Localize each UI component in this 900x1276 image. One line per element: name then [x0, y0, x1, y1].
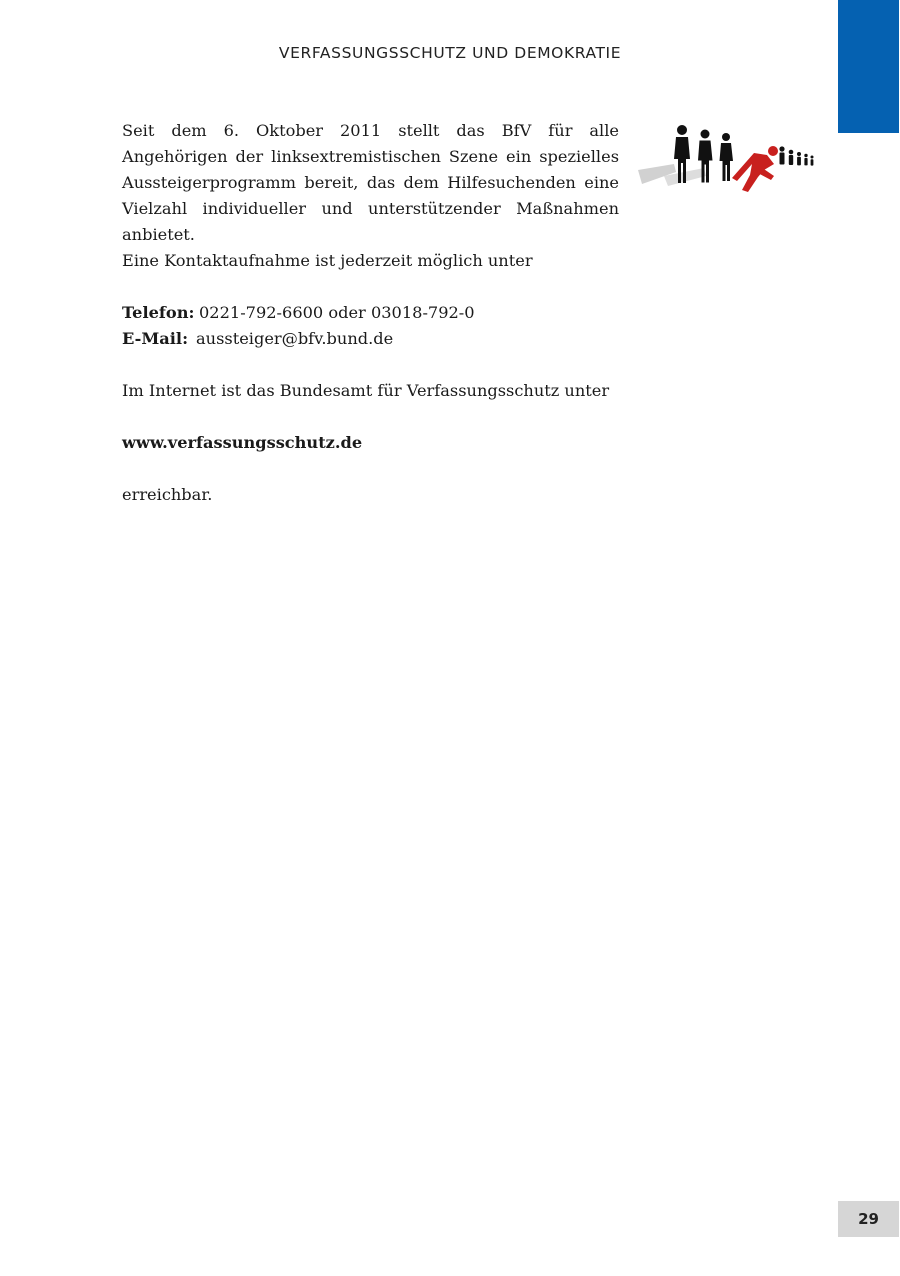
exit-program-figures-illustration — [634, 120, 818, 196]
phone-row — [122, 300, 475, 326]
intro-paragraph: Seit dem 6. Oktober 2011 stellt das BfV für alle Angehörigen der linksextremistischen Szene ein spezielles Aussteigerprogramm bereit, das dem Hilfesuchenden eine Vielzahl individueller und unterstützender Maßnahmen anbietet. — [122, 121, 619, 244]
phone-number: 0221-792-6600 oder 03018-792-0 — [199, 303, 475, 322]
contact-intro-text: Eine Kontaktaufnahme ist jederzeit möglich unter — [122, 251, 533, 270]
website-link[interactable]: www.verfassungsschutz.de — [122, 433, 363, 452]
chapter-color-tab — [838, 0, 899, 133]
page-number: 29 — [838, 1201, 899, 1237]
email-row — [122, 326, 475, 352]
phone-label: Telefon: — [122, 303, 195, 322]
email-address[interactable]: aussteiger@bfv.bund.de — [196, 329, 394, 348]
contact-block — [122, 300, 475, 352]
internet-intro-text: Im Internet ist das Bundesamt für Verfassungsschutz unter — [122, 381, 610, 400]
running-header: VERFASSUNGSSCHUTZ UND DEMOKRATIE — [278, 44, 622, 62]
closing-text: erreichbar. — [122, 485, 213, 504]
email-label: E-Mail: — [122, 329, 189, 348]
